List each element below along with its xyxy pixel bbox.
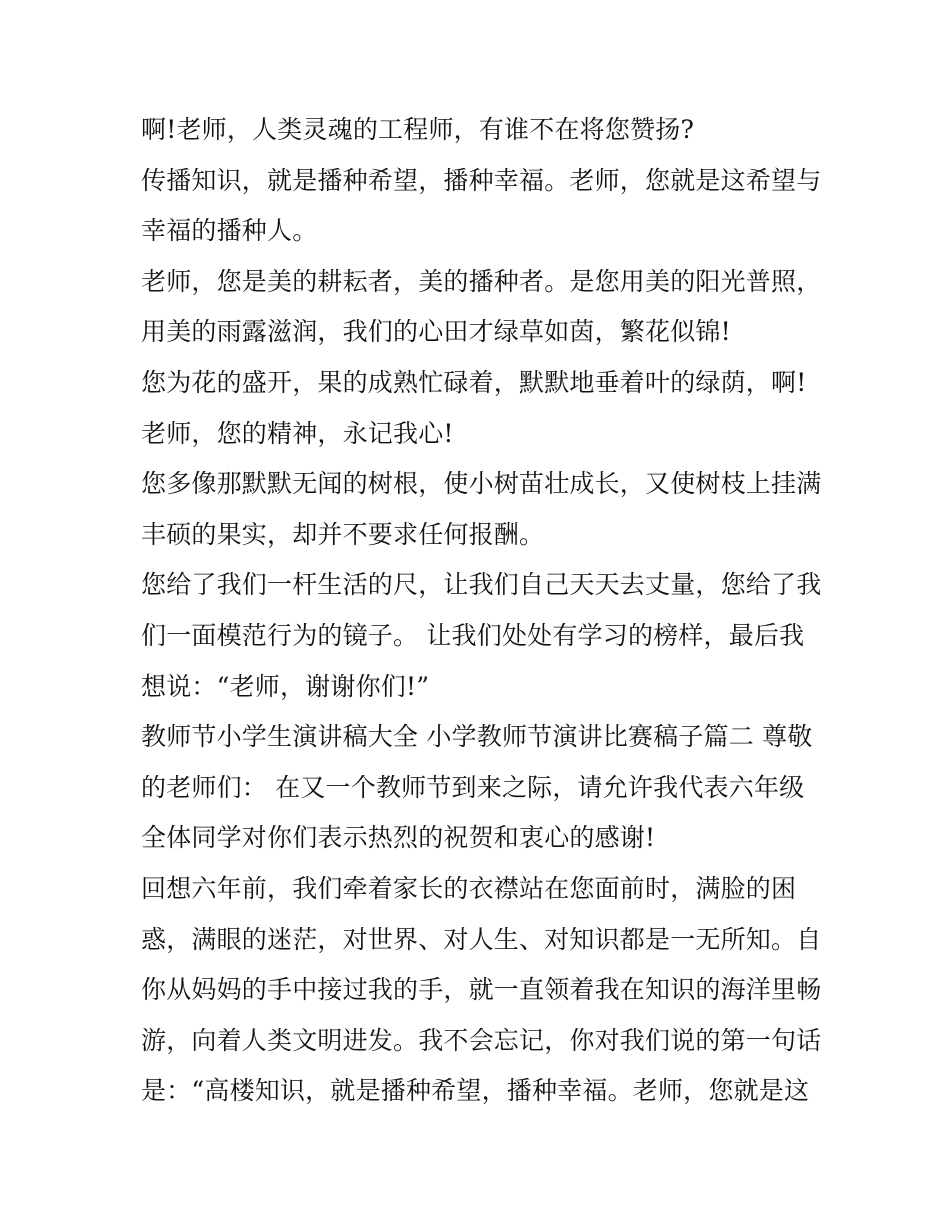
text-line: 传播知识，就是播种希望，播种幸福。老师，您就是这希望与 [141, 165, 822, 195]
text-line: 用美的雨露滋润，我们的心田才绿草如茵，繁花似锦! [141, 317, 731, 347]
text-line: 是：“高楼知识，就是播种希望，播种幸福。老师，您就是这 [141, 1076, 810, 1106]
text-line: 们一面模范行为的镜子。 让我们处处有学习的榜样，最后我 [141, 620, 805, 650]
text-line: 啊!老师，人类灵魂的工程师，有谁不在将您赞扬? [141, 115, 695, 144]
text-line: 您给了我们一杆生活的尺，让我们自己天天去丈量，您给了我 [141, 570, 822, 600]
text-line: 老师，您的精神，永记我心! [141, 418, 454, 448]
text-line: 回想六年前，我们牵着家长的衣襟站在您面前时，满脸的困 [141, 873, 797, 903]
text-line: 您多像那默默无闻的树根，使小树苗壮成长，又使树枝上挂满 [141, 469, 822, 499]
text-line: 全体同学对你们表示热烈的祝贺和衷心的感谢! [141, 823, 656, 853]
text-line: 游，向着人类文明进发。我不会忘记，你对我们说的第一句话 [141, 1025, 822, 1055]
text-line: 您为花的盛开，果的成熟忙碌着，默默地垂着叶的绿荫，啊! [141, 367, 807, 397]
text-line: 老师，您是美的耕耘者，美的播种者。是您用美的阳光普照， [141, 266, 822, 296]
text-line: 的老师们： 在又一个教师节到来之际，请允许我代表六年级 [141, 772, 805, 802]
text-line: 想说：“老师，谢谢你们!” [141, 671, 430, 701]
text-line: 教师节小学生演讲稿大全 小学教师节演讲比赛稿子篇二 尊敬 [141, 722, 813, 752]
text-line: 丰硕的果实，却并不要求任何报酬。 [141, 519, 545, 549]
text-line: 惑，满眼的迷茫，对世界、对人生、对知识都是一无所知。自 [141, 924, 822, 954]
text-line: 你从妈妈的手中接过我的手，就一直领着我在知识的海洋里畅 [141, 975, 822, 1005]
text-line: 幸福的播种人。 [141, 216, 318, 246]
document-body [141, 110, 821, 1122]
